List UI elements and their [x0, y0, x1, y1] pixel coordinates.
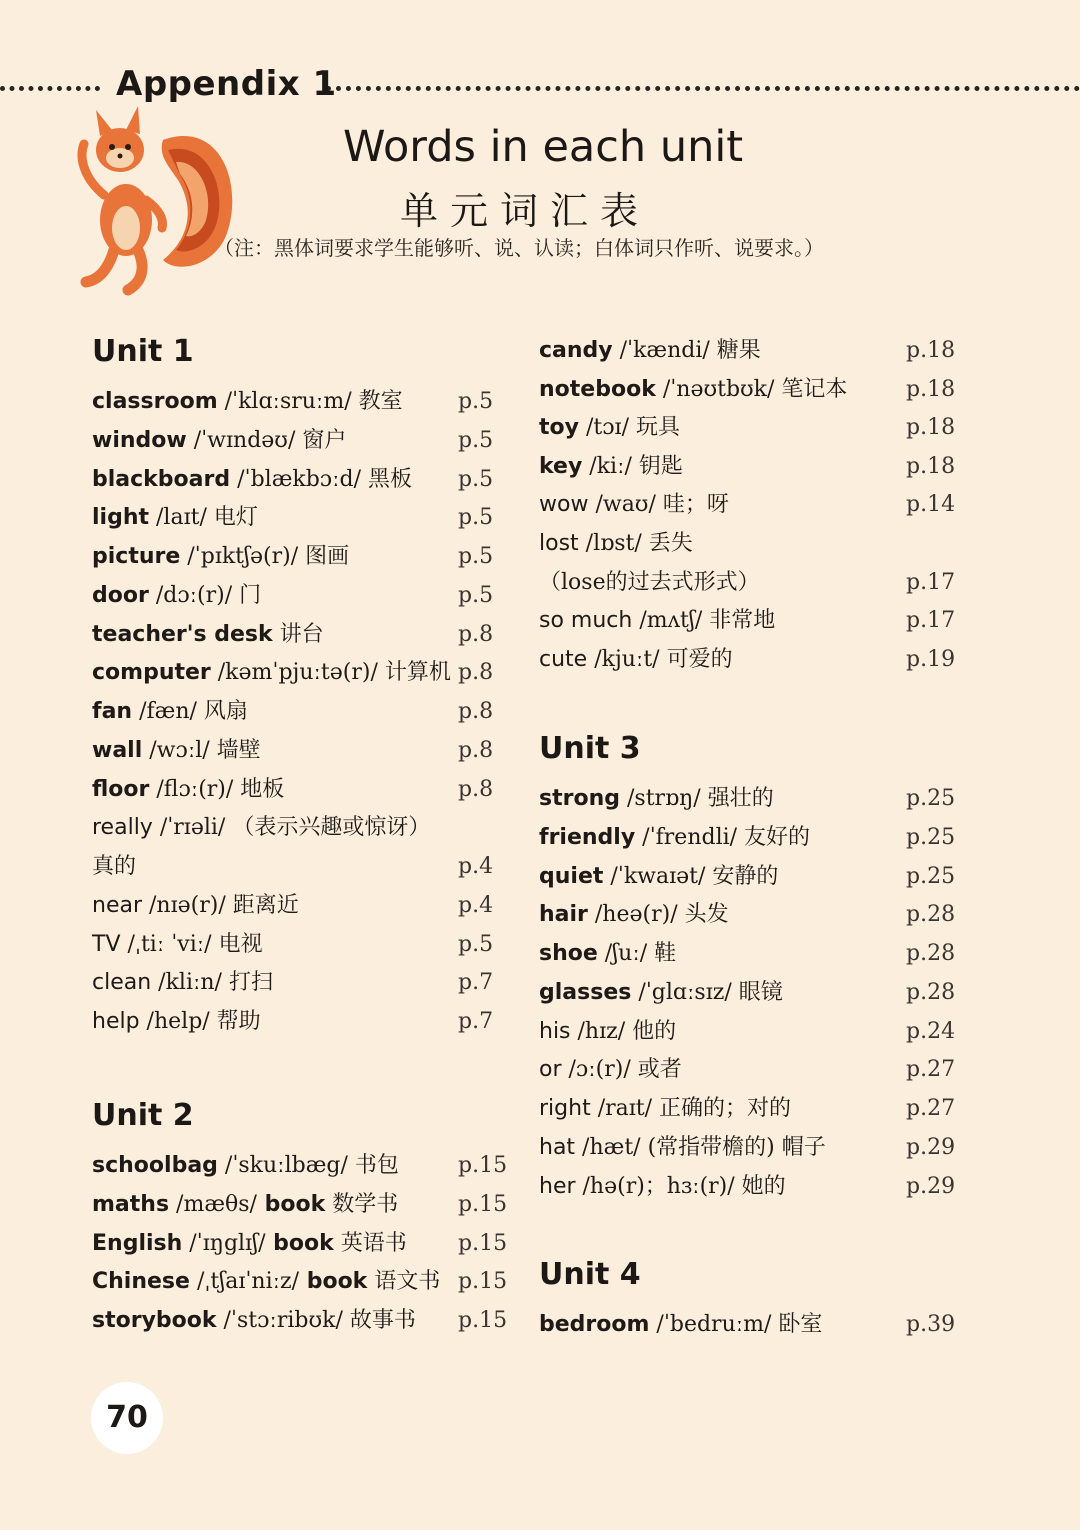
- vocab-word-suffix: book: [299, 1269, 368, 1295]
- appendix-label: Appendix 1: [116, 64, 337, 104]
- vocab-word: wall: [92, 737, 143, 763]
- vocab-meaning: 距离近: [225, 892, 299, 918]
- vocab-entry: [92, 1004, 518, 1040]
- vocab-entry: [539, 1130, 966, 1166]
- vocab-phonetic: /ˈbedruːm/: [649, 1312, 772, 1337]
- vocab-page-ref: p.24: [906, 1018, 956, 1044]
- vocab-meaning: 友好的: [737, 824, 811, 850]
- squirrel-icon: [68, 100, 243, 300]
- vocab-entry: [539, 1169, 966, 1205]
- vocab-page-ref: p.8: [458, 621, 494, 647]
- vocab-page-ref: p.8: [458, 660, 494, 686]
- vocab-word: shoe: [539, 941, 598, 966]
- vocab-meaning: 强壮的: [700, 786, 774, 811]
- vocab-word: lost: [539, 531, 579, 556]
- vocab-page-ref: p.29: [906, 1134, 956, 1160]
- vocab-page-ref: p.8: [458, 699, 494, 724]
- vocab-phonetic: /waʊ/: [588, 492, 656, 518]
- vocab-meaning: 糖果: [709, 338, 761, 363]
- vocab-phonetic: /mæθs/: [169, 1191, 257, 1217]
- vocab-entry: [92, 384, 518, 420]
- unit-heading: Unit 4: [539, 1257, 641, 1292]
- vocab-word: storybook: [92, 1308, 217, 1334]
- vocab-entry: [539, 487, 966, 523]
- vocab-word: hair: [539, 902, 588, 928]
- vocab-page-ref: p.25: [906, 863, 956, 889]
- vocab-page-ref: p.25: [906, 824, 956, 850]
- vocab-entry: [539, 642, 966, 678]
- vocab-phonetic: /ˌtʃaɪˈniːz/: [189, 1269, 300, 1295]
- vocab-phonetic: /ʃuː/: [597, 941, 648, 966]
- vocab-phonetic: /lɒst/: [578, 531, 642, 556]
- vocab-phonetic: /kjuːt/: [587, 646, 660, 672]
- vocab-entry: [92, 578, 518, 614]
- vocab-phonetic: /ˌtiː ˈviː/: [120, 931, 212, 957]
- vocab-phonetic: /ɔː(r)/: [561, 1057, 631, 1083]
- vocab-word: schoolbag: [92, 1153, 218, 1178]
- vocab-page-ref: p.28: [906, 941, 956, 966]
- vocab-entry: [539, 975, 966, 1011]
- vocab-word: computer: [92, 660, 211, 686]
- vocab-entry: [92, 733, 518, 769]
- vocab-word: hat: [539, 1134, 576, 1160]
- vocab-meaning: 卧室: [771, 1312, 823, 1337]
- vocab-word: TV: [92, 931, 121, 957]
- vocab-page-ref: p.27: [906, 1096, 956, 1121]
- vocab-entry: [92, 1148, 518, 1184]
- vocab-page-ref: p.15: [458, 1153, 508, 1178]
- vocab-word: clean: [92, 970, 152, 996]
- vocab-meaning: （lose的过去式形式）: [539, 569, 760, 595]
- vocab-word: help: [92, 1009, 140, 1034]
- vocab-phonetic: /ˈwɪndəʊ/: [186, 427, 296, 453]
- vocab-page-ref: p.5: [458, 544, 494, 569]
- vocab-entry: [92, 965, 518, 1001]
- vocab-meaning: 数学书: [325, 1191, 399, 1217]
- vocab-phonetic: /ˈblækbɔːd/: [230, 466, 362, 492]
- vocab-word: blackboard: [92, 466, 231, 492]
- vocab-meaning: 地板: [233, 776, 285, 802]
- vocab-meaning: 丢失: [641, 531, 693, 556]
- vocab-page-ref: p.5: [458, 466, 494, 492]
- vocab-word: or: [539, 1057, 562, 1083]
- vocab-meaning: 鞋: [647, 941, 677, 966]
- vocab-entry: [539, 1014, 966, 1050]
- vocab-page-ref: p.18: [906, 338, 956, 363]
- vocab-word: candy: [539, 338, 613, 363]
- vocab-meaning: (常指带檐的) 帽子: [640, 1134, 826, 1160]
- vocab-word: classroom: [92, 389, 218, 414]
- vocab-word: Chinese: [92, 1269, 190, 1295]
- vocab-word: glasses: [539, 979, 632, 1005]
- unit-heading: Unit 3: [539, 731, 641, 766]
- vocab-phonetic: /heə(r)/: [587, 902, 678, 928]
- vocab-phonetic: /hɪz/: [570, 1018, 626, 1044]
- vocab-phonetic: /hə(r)；hɜː(r)/: [575, 1173, 735, 1199]
- vocab-meaning: 电视: [211, 931, 263, 957]
- vocab-phonetic: /ˈnəʊtbʊk/: [655, 376, 775, 402]
- vocab-meaning: 打扫: [221, 970, 273, 996]
- page-number: 70: [106, 1400, 148, 1435]
- vocab-word: really: [92, 815, 153, 841]
- vocab-word: bedroom: [539, 1312, 650, 1337]
- vocab-entry: [539, 781, 966, 817]
- vocab-page-ref: p.15: [458, 1269, 508, 1295]
- vocab-entry: [539, 1091, 966, 1127]
- vocab-phonetic: /wɔːl/: [142, 737, 210, 763]
- vocab-phonetic: /ˈrɪəli/: [152, 815, 226, 841]
- vocab-phonetic: /ˈskuːlbæg/: [217, 1153, 348, 1178]
- vocab-meaning: 可爱的: [659, 646, 733, 672]
- vocab-phonetic: /ˈklɑːsruːm/: [217, 389, 352, 414]
- vocab-page-ref: p.5: [458, 931, 494, 957]
- vocab-meaning: 窗户: [295, 427, 347, 453]
- vocab-entry: [92, 927, 518, 963]
- vocab-page-ref: p.28: [906, 979, 956, 1005]
- vocab-page-ref: p.17: [906, 569, 956, 595]
- vocab-page-ref: p.18: [906, 415, 956, 441]
- vocab-word: fan: [92, 699, 133, 724]
- vocab-word: so much: [539, 608, 633, 634]
- vocab-page-ref: p.18: [906, 376, 956, 402]
- vocab-page-ref: p.28: [906, 902, 956, 928]
- vocab-phonetic: /ˈɪŋglɪʃ/: [182, 1230, 266, 1256]
- vocab-meaning: 帮助: [209, 1009, 261, 1034]
- vocab-word: strong: [539, 786, 620, 811]
- vocab-entry: [92, 500, 518, 536]
- vocab-entry: [92, 888, 518, 924]
- vocab-meaning: 门: [232, 582, 262, 608]
- vocab-page-ref: p.8: [458, 776, 494, 802]
- vocab-word: quiet: [539, 863, 604, 889]
- vocab-word: her: [539, 1173, 576, 1199]
- vocab-word: cute: [539, 646, 588, 672]
- vocab-entry: [92, 1226, 518, 1262]
- vocab-meaning: 计算机: [377, 660, 451, 686]
- vocab-meaning: 教室: [351, 389, 403, 414]
- vocab-phonetic: /kliːn/: [151, 970, 222, 996]
- vocab-entry: [92, 1303, 518, 1339]
- vocab-entry: [539, 449, 966, 485]
- vocab-entry: [92, 694, 518, 730]
- vocab-word: teacher's desk: [92, 621, 273, 647]
- vocab-entry: [92, 849, 518, 885]
- vocab-page-ref: p.5: [458, 389, 494, 414]
- vocab-page-ref: p.7: [458, 1009, 494, 1034]
- vocab-phonetic: /laɪt/: [149, 505, 207, 531]
- vocab-entry: [92, 1187, 518, 1223]
- vocab-word: door: [92, 582, 149, 608]
- vocab-phonetic: /mʌtʃ/: [632, 608, 703, 634]
- vocab-meaning: 书包: [347, 1153, 399, 1178]
- vocab-meaning: 钥匙: [631, 453, 683, 479]
- vocab-entry: [92, 810, 518, 846]
- vocab-phonetic: /nɪə(r)/: [142, 892, 226, 918]
- vocab-word: floor: [92, 776, 150, 802]
- vocab-meaning: 或者: [630, 1057, 682, 1083]
- vocab-meaning: 玩具: [629, 415, 680, 441]
- vocab-word: his: [539, 1018, 571, 1044]
- vocab-meaning: 正确的；对的: [652, 1096, 792, 1121]
- vocab-word: picture: [92, 544, 181, 569]
- vocab-entry: [539, 526, 966, 562]
- vocab-entry: [539, 333, 966, 369]
- vocab-entry: [92, 462, 518, 498]
- vocab-page-ref: p.39: [906, 1312, 956, 1337]
- vocab-phonetic: /tɔɪ/: [578, 415, 629, 441]
- vocab-entry: [92, 655, 518, 691]
- vocab-page-ref: p.19: [906, 646, 956, 672]
- unit-heading: Unit 1: [92, 334, 194, 369]
- vocab-entry: [92, 539, 518, 575]
- vocab-word: English: [92, 1230, 183, 1256]
- vocab-phonetic: /ˈstɔːribʊk/: [216, 1308, 343, 1334]
- vocab-meaning: 黑板: [361, 466, 413, 492]
- vocab-word: window: [92, 427, 187, 453]
- vocab-meaning: 眼镜: [731, 979, 783, 1005]
- vocab-phonetic: /strɒŋ/: [620, 786, 701, 811]
- vocab-entry: [539, 372, 966, 408]
- vocab-page-ref: p.29: [906, 1173, 956, 1199]
- vocab-page-ref: p.17: [906, 608, 956, 634]
- vocab-page-ref: p.15: [458, 1191, 508, 1217]
- vocab-phonetic: /dɔː(r)/: [148, 582, 233, 608]
- vocab-page-ref: p.15: [458, 1230, 508, 1256]
- vocab-meaning: 安静的: [705, 863, 779, 889]
- unit-heading: Unit 2: [92, 1098, 194, 1133]
- vocab-word: maths: [92, 1191, 170, 1217]
- vocab-meaning: （表示兴趣或惊讶）: [225, 815, 431, 841]
- vocab-meaning: 图画: [298, 544, 350, 569]
- usage-note: （注：黑体词要求学生能够听、说、认读；白体词只作听、说要求。）: [214, 236, 824, 260]
- vocab-meaning: 风扇: [196, 699, 248, 724]
- vocab-meaning: 非常地: [702, 608, 776, 634]
- vocab-page-ref: p.18: [906, 453, 956, 479]
- vocab-phonetic: /ˈpɪktʃə(r)/: [180, 544, 299, 569]
- vocab-page-ref: p.7: [458, 970, 494, 996]
- vocab-meaning: 笔记本: [774, 376, 848, 402]
- vocab-phonetic: /kəmˈpjuːtə(r)/: [210, 660, 378, 686]
- vocab-word: light: [92, 505, 150, 531]
- vocab-entry: [92, 1264, 518, 1300]
- vocab-meaning: 墙壁: [209, 737, 261, 763]
- vocab-entry: [92, 772, 518, 808]
- vocab-entry: [92, 423, 518, 459]
- vocab-entry: [539, 897, 966, 933]
- vocab-phonetic: /ˈfrendli/: [635, 824, 738, 850]
- vocab-entry: [539, 936, 966, 972]
- vocab-entry: [539, 410, 966, 446]
- vocab-entry: [539, 1052, 966, 1088]
- vocab-word: wow: [539, 492, 589, 518]
- vocab-entry: [539, 820, 966, 856]
- vocab-phonetic: /ˈkwaɪət/: [603, 863, 706, 889]
- vocab-meaning: 真的: [92, 854, 137, 879]
- header-dotted-rule-left: [0, 86, 100, 91]
- vocab-meaning: 故事书: [342, 1308, 416, 1334]
- vocab-word: toy: [539, 415, 579, 441]
- vocab-page-ref: p.5: [458, 505, 494, 531]
- header-dotted-rule-right: [326, 86, 1080, 91]
- vocab-phonetic: /help/: [139, 1009, 210, 1034]
- page-number-badge: [91, 1382, 163, 1454]
- vocab-meaning: 她的: [734, 1173, 786, 1199]
- vocab-phonetic: /fæn/: [132, 699, 197, 724]
- vocab-word: notebook: [539, 376, 656, 402]
- vocab-meaning: 头发: [677, 902, 729, 928]
- title-english: Words in each unit: [343, 122, 744, 172]
- vocab-phonetic: /kiː/: [582, 453, 632, 479]
- vocab-entry: [539, 565, 966, 601]
- vocab-page-ref: p.14: [906, 492, 956, 518]
- vocab-word-suffix: book: [265, 1230, 334, 1256]
- vocab-entry: [539, 859, 966, 895]
- vocab-page-ref: p.25: [906, 786, 956, 811]
- vocab-word: near: [92, 892, 143, 918]
- vocab-phonetic: /raɪt/: [590, 1096, 653, 1121]
- vocab-phonetic: /ˈkændi/: [612, 338, 710, 363]
- vocab-meaning: 语文书: [367, 1269, 441, 1295]
- vocab-phonetic: /hæt/: [575, 1134, 641, 1160]
- vocab-meaning: 英语书: [333, 1230, 407, 1256]
- vocab-entry: [92, 617, 518, 653]
- vocab-phonetic: /ˈglɑːsɪz/: [631, 979, 732, 1005]
- vocab-phonetic: /flɔː(r)/: [149, 776, 234, 802]
- vocab-entry: [539, 603, 966, 639]
- vocab-page-ref: p.4: [458, 892, 494, 918]
- vocab-meaning: 哇；呀: [655, 492, 729, 518]
- vocab-page-ref: p.4: [458, 854, 494, 879]
- vocab-entry: [539, 1307, 966, 1343]
- vocab-meaning: 电灯: [206, 505, 258, 531]
- vocab-word: right: [539, 1096, 591, 1121]
- vocab-meaning: 讲台: [272, 621, 324, 647]
- vocab-page-ref: p.15: [458, 1308, 508, 1334]
- vocab-meaning: 他的: [625, 1018, 677, 1044]
- vocab-word: key: [539, 453, 583, 479]
- vocab-word: friendly: [539, 824, 636, 850]
- vocab-page-ref: p.5: [458, 582, 494, 608]
- vocab-word-suffix: book: [256, 1191, 326, 1217]
- title-chinese: 单元词汇表: [400, 189, 651, 233]
- vocab-page-ref: p.27: [906, 1057, 956, 1083]
- vocab-page-ref: p.8: [458, 737, 494, 763]
- vocab-page-ref: p.5: [458, 427, 494, 453]
